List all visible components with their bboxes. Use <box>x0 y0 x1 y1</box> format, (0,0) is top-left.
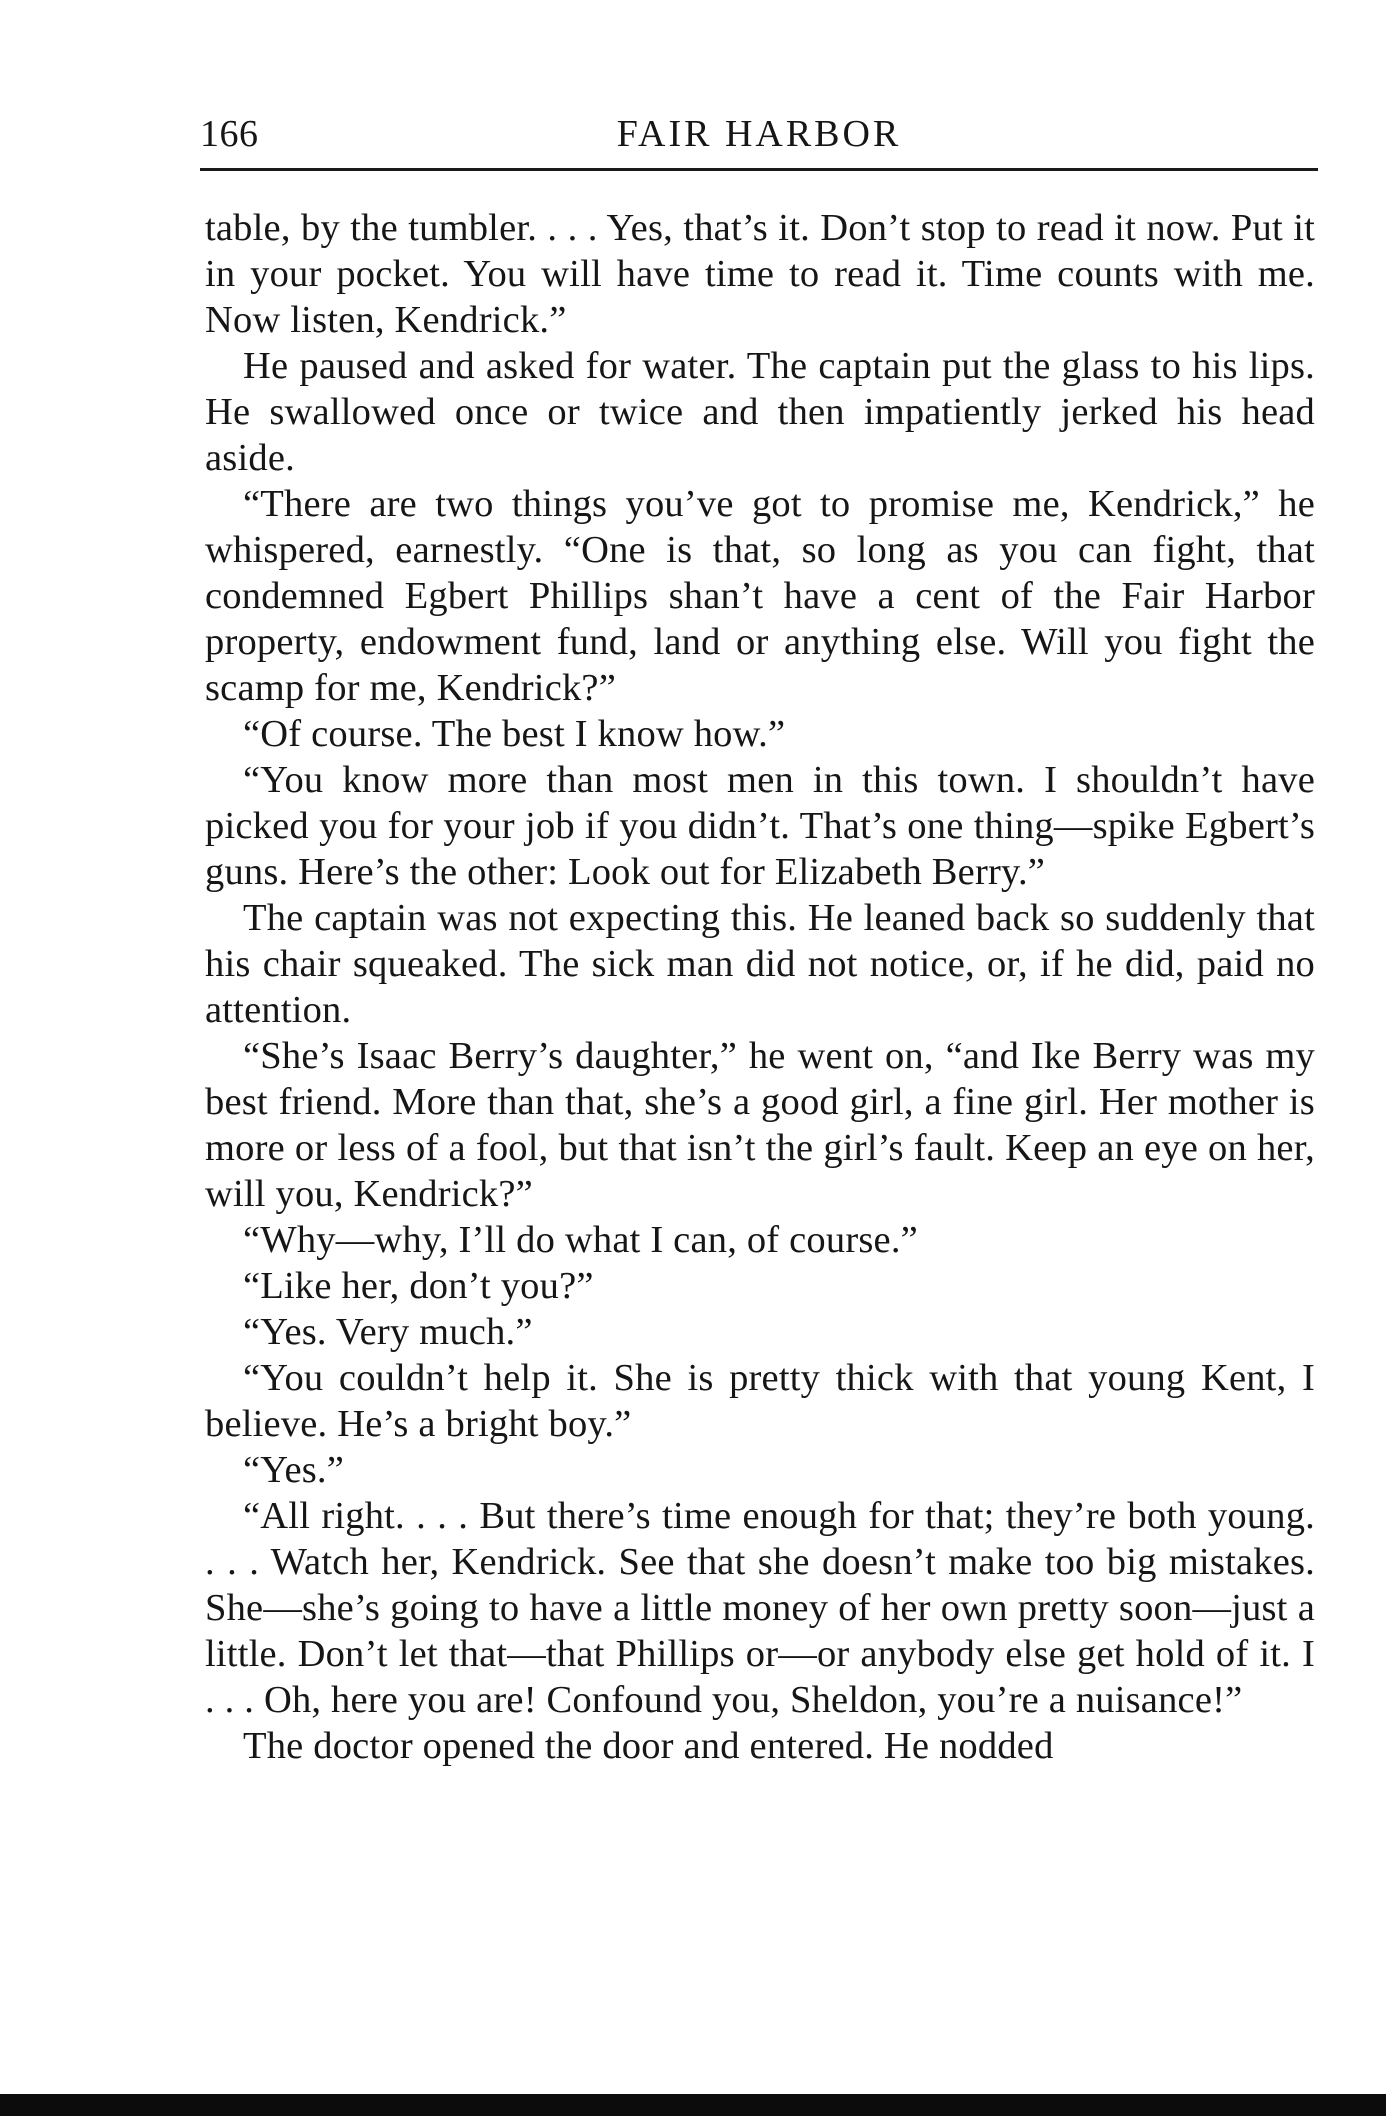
header-rule <box>200 168 1318 171</box>
paragraph: The captain was not expecting this. He leaned back so suddenly that his chair squeaked. The sick man did not notice, or, if he did, paid no attention. <box>205 897 1315 1031</box>
paragraph: “She’s Isaac Berry’s daughter,” he went on, “and Ike Berry was my best friend. More than that, she’s a good girl, a fine girl. Her mother is more or less of a fool, but that isn’t the girl’s fault. Keep an eye on her, will you, Kendrick?” <box>205 1035 1315 1215</box>
paragraph: The doctor opened the door and entered. He nodded <box>243 1725 1054 1767</box>
running-head <box>200 108 1318 166</box>
page-number: 166 <box>200 113 259 155</box>
paragraph: “All right. . . . But there’s time enough for that; they’re both young. . . . Watch her, Kendrick. See that she doesn’t make too big mistakes. She—she’s going to have a little money of her own pretty soon—just a little. Don’t let that—that Phillips or—or anybody else get hold of it. I . . . Oh, here you are! Confound you, Sheldon, you’re a nuisance!” <box>205 1495 1315 1721</box>
body-text <box>205 205 1315 1769</box>
paragraph: “Like her, don’t you?” <box>243 1265 594 1307</box>
paragraph: “There are two things you’ve got to promise me, Kendrick,” he whispered, earnestly. “One is that, so long as you can fight, that condemned Egbert Phillips shan’t have a cent of the Fair Harbor property, endowment fund, land or anything else. Will you fight the scamp for me, Kendrick?” <box>205 483 1315 709</box>
paragraph: “Yes. Very much.” <box>243 1311 533 1353</box>
running-title: FAIR HARBOR <box>616 113 902 155</box>
paragraph: “Yes.” <box>243 1449 345 1491</box>
paragraph: “You couldn’t help it. She is pretty thick with that young Kent, I believe. He’s a bright boy.” <box>205 1357 1315 1445</box>
paragraph: “You know more than most men in this town. I shouldn’t have picked you for your job if you didn’t. That’s one thing—spike Egbert’s guns. Here’s the other: Look out for Elizabeth Berry.” <box>205 759 1315 893</box>
paragraph: “Why—why, I’ll do what I can, of course.” <box>243 1219 918 1261</box>
scan-bottom-edge <box>0 2094 1386 2116</box>
paragraph: “Of course. The best I know how.” <box>243 713 786 755</box>
paragraph: table, by the tumbler. . . . Yes, that’s it. Don’t stop to read it now. Put it in your pocket. You will have time to read it. Time counts with me. Now listen, Kendrick.” <box>205 207 1315 341</box>
paragraph: He paused and asked for water. The captain put the glass to his lips. He swallowed once or twice and then impatiently jerked his head aside. <box>205 345 1315 479</box>
